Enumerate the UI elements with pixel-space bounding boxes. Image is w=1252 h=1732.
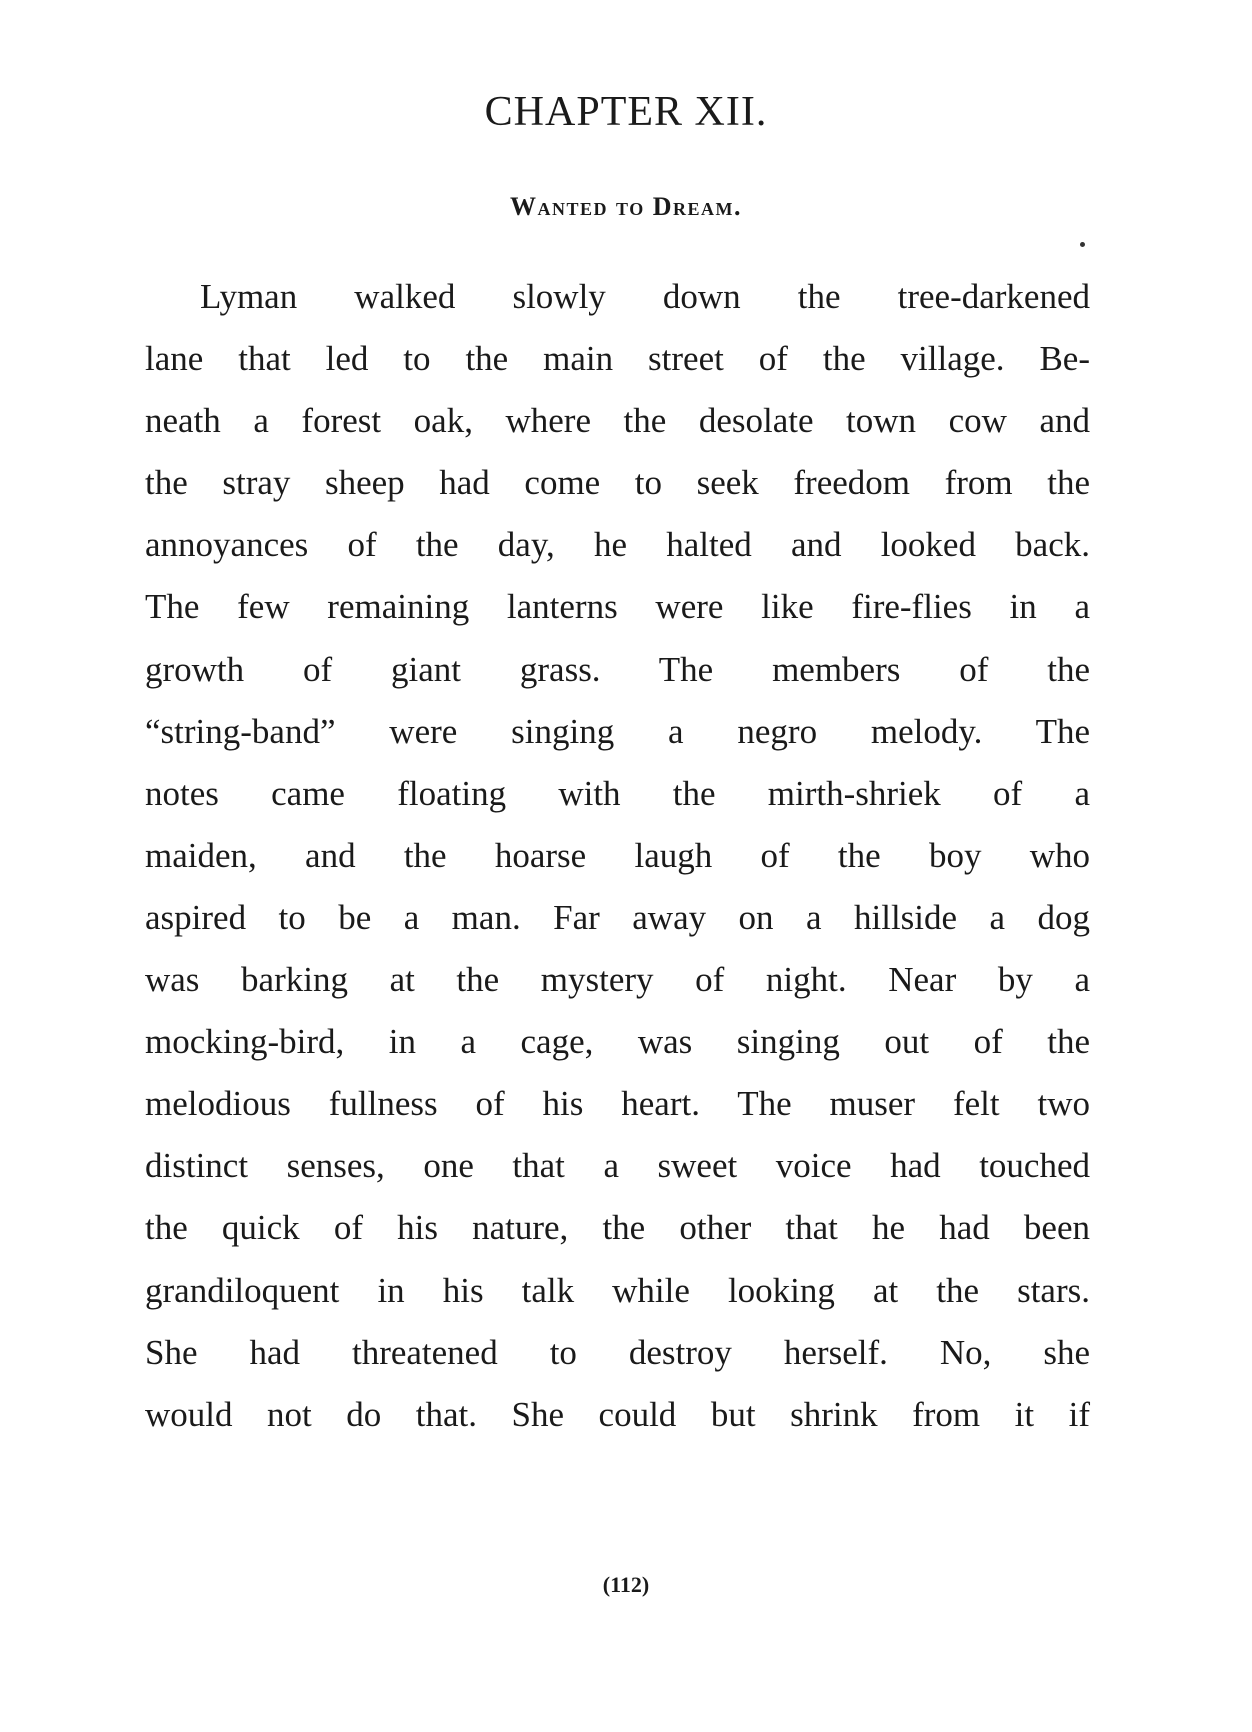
- text-line: the quick of his nature, the other that he had been: [145, 1208, 1090, 1248]
- body-text: [145, 266, 1090, 1446]
- text-line: aspired to be a man. Far away on a hillside a dog: [145, 897, 1090, 937]
- ink-speck: [1080, 242, 1085, 247]
- text-line: She had threatened to destroy herself. No, she: [145, 1332, 1090, 1372]
- text-line: mocking-bird, in a cage, was singing out of the: [145, 1022, 1090, 1062]
- chapter-title: CHAPTER XII.: [484, 89, 768, 135]
- text-line: “string-band” were singing a negro melody. The: [145, 711, 1090, 751]
- text-line: lane that led to the main street of the village. Be-: [145, 339, 1090, 379]
- text-line: Lyman walked slowly down the tree-darkened: [200, 277, 1090, 316]
- text-line: growth of giant grass. The members of the: [145, 649, 1090, 689]
- text-line: the stray sheep had come to seek freedom from the: [145, 463, 1090, 503]
- text-line: grandiloquent in his talk while looking at the stars.: [145, 1270, 1090, 1310]
- text-line: maiden, and the hoarse laugh of the boy who: [145, 835, 1090, 875]
- text-line: neath a forest oak, where the desolate town cow and: [145, 401, 1090, 441]
- text-line: notes came floating with the mirth-shriek of a: [145, 773, 1090, 813]
- text-line: annoyances of the day, he halted and looked back.: [145, 525, 1090, 565]
- text-line: was barking at the mystery of night. Near by a: [145, 960, 1090, 1000]
- text-line: melodious fullness of his heart. The muser felt two: [145, 1084, 1090, 1124]
- text-line: distinct senses, one that a sweet voice had touched: [145, 1146, 1090, 1186]
- text-line: would not do that. She could but shrink from it if: [145, 1394, 1090, 1434]
- page-number: (112): [602, 1572, 650, 1597]
- chapter-subtitle: Wanted to Dream.: [510, 192, 742, 221]
- text-line: The few remaining lanterns were like fire-flies in a: [145, 587, 1090, 627]
